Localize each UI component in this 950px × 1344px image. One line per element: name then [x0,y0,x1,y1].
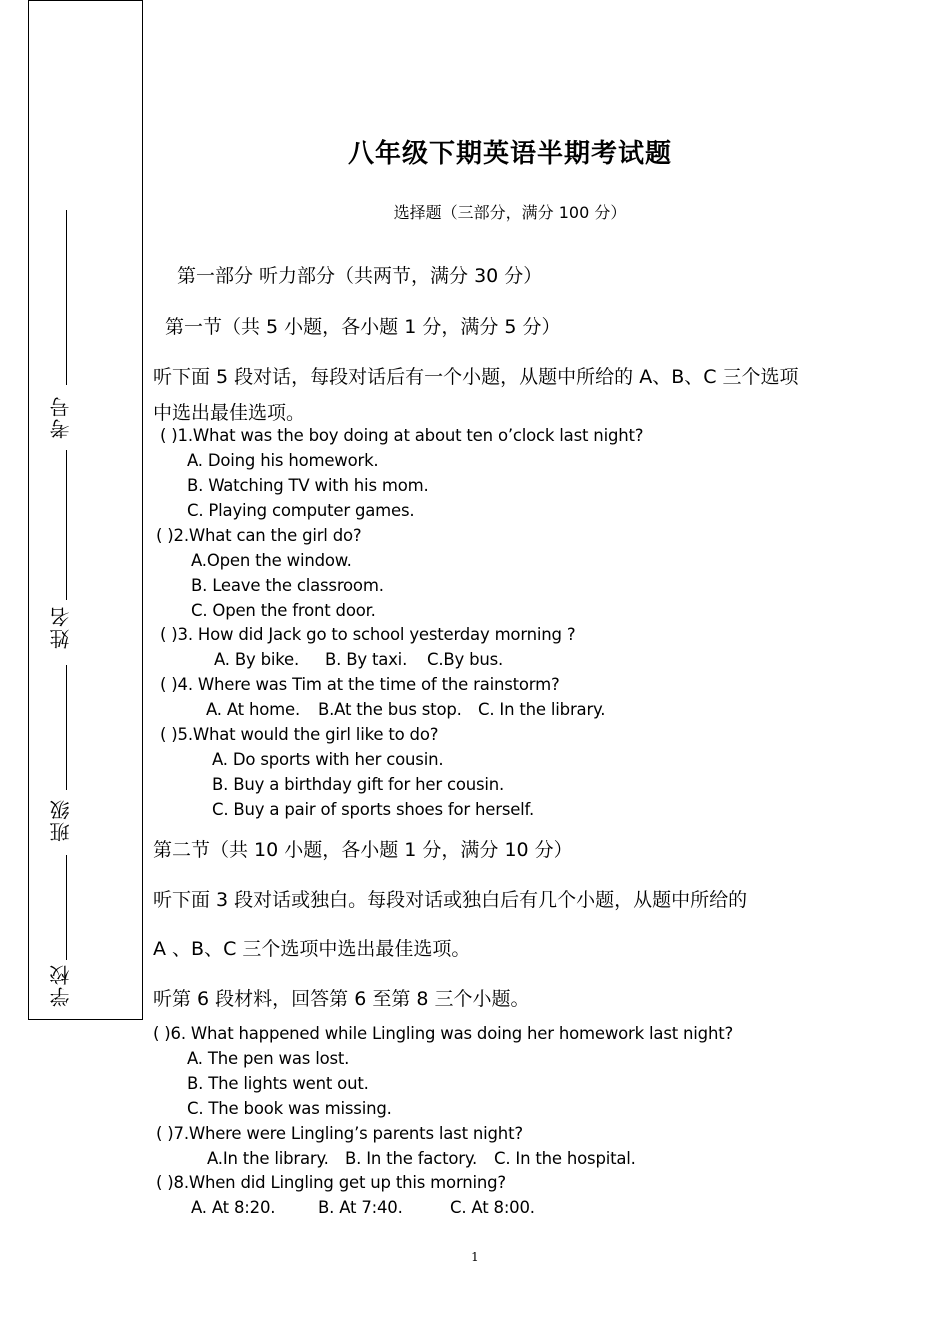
school-label: 学校 [49,963,73,1007]
section2-instruction: 听下面 3 段对话或独白。每段对话或独白后有几个小题，从题中所给的 [153,889,748,911]
q5-option-b: B. Buy a birthday gift for her cousin. [212,775,505,794]
question-5: ( )5.What would the girl like to do? [160,725,439,744]
q7-option-c: C. In the hospital. [494,1149,636,1168]
section2-heading: 第二节（共 10 小题，各小题 1 分，满分 10 分） [153,839,573,861]
name-label: 姓名 [49,605,73,649]
q1-option-c: C. Playing computer games. [187,501,415,520]
question-4: ( )4. Where was Tim at the time of the rainstorm? [160,675,560,694]
q8-option-c: C. At 8:00. [450,1198,535,1217]
q4-option-c: C. In the library. [478,700,606,719]
q2-option-c: C. Open the front door. [191,601,376,620]
page-title: 八年级下期英语半期考试题 [347,139,672,169]
class-label: 班级 [49,798,73,842]
q3-option-b: B. By taxi. [325,650,408,669]
question-3: ( )3. How did Jack go to school yesterday morning ? [160,625,576,644]
question-2: ( )2.What can the girl do? [156,526,362,545]
q7-option-a: A.In the library. [207,1149,329,1168]
question-7: ( )7.Where were Lingling’s parents last night? [156,1124,523,1143]
q6-option-c: C. The book was missing. [187,1099,392,1118]
q5-option-a: A. Do sports with her cousin. [212,750,444,769]
question-6: ( )6. What happened while Lingling was doing her homework last night? [153,1024,734,1043]
binding-margin [28,0,143,1020]
q4-option-a: A. At home. [206,700,301,719]
material-6-instruction: 听第 6 段材料，回答第 6 至第 8 三个小题。 [153,988,530,1010]
q8-option-a: A. At 8:20. [191,1198,276,1217]
q3-option-c: C.By bus. [427,650,504,669]
exam-no-label: 考号 [49,395,73,439]
q6-option-b: B. The lights went out. [187,1074,369,1093]
q8-option-b: B. At 7:40. [318,1198,403,1217]
q6-option-a: A. The pen was lost. [187,1049,350,1068]
name-line [66,450,67,600]
q4-option-b: B.At the bus stop. [318,700,462,719]
q2-option-b: B. Leave the classroom. [191,576,384,595]
section2-instruction-cont: A 、B、C 三个选项中选出最佳选项。 [153,938,471,960]
page-subtitle: 选择题（三部分，满分 100 分） [393,203,627,222]
q1-option-a: A. Doing his homework. [187,451,379,470]
q2-option-a: A.Open the window. [191,551,352,570]
question-1: ( )1.What was the boy doing at about ten o’clock last night? [160,426,644,445]
q5-option-c: C. Buy a pair of sports shoes for herself. [212,800,535,819]
section1-heading: 第一节（共 5 小题，各小题 1 分，满分 5 分） [165,316,561,338]
q3-option-a: A. By bike. [214,650,300,669]
q1-option-b: B. Watching TV with his mom. [187,476,429,495]
class-line [66,665,67,790]
part1-heading: 第一部分 听力部分（共两节，满分 30 分） [177,265,543,287]
page-number: 1 [471,1250,479,1264]
question-8: ( )8.When did Lingling get up this morning? [156,1173,506,1192]
school-line [66,855,67,960]
section1-instruction: 听下面 5 段对话，每段对话后有一个小题，从题中所给的 A、B、C 三个选项 [153,366,799,388]
exam-no-line [66,210,67,385]
q7-option-b: B. In the factory. [345,1149,478,1168]
section1-instruction-cont: 中选出最佳选项。 [153,402,306,424]
